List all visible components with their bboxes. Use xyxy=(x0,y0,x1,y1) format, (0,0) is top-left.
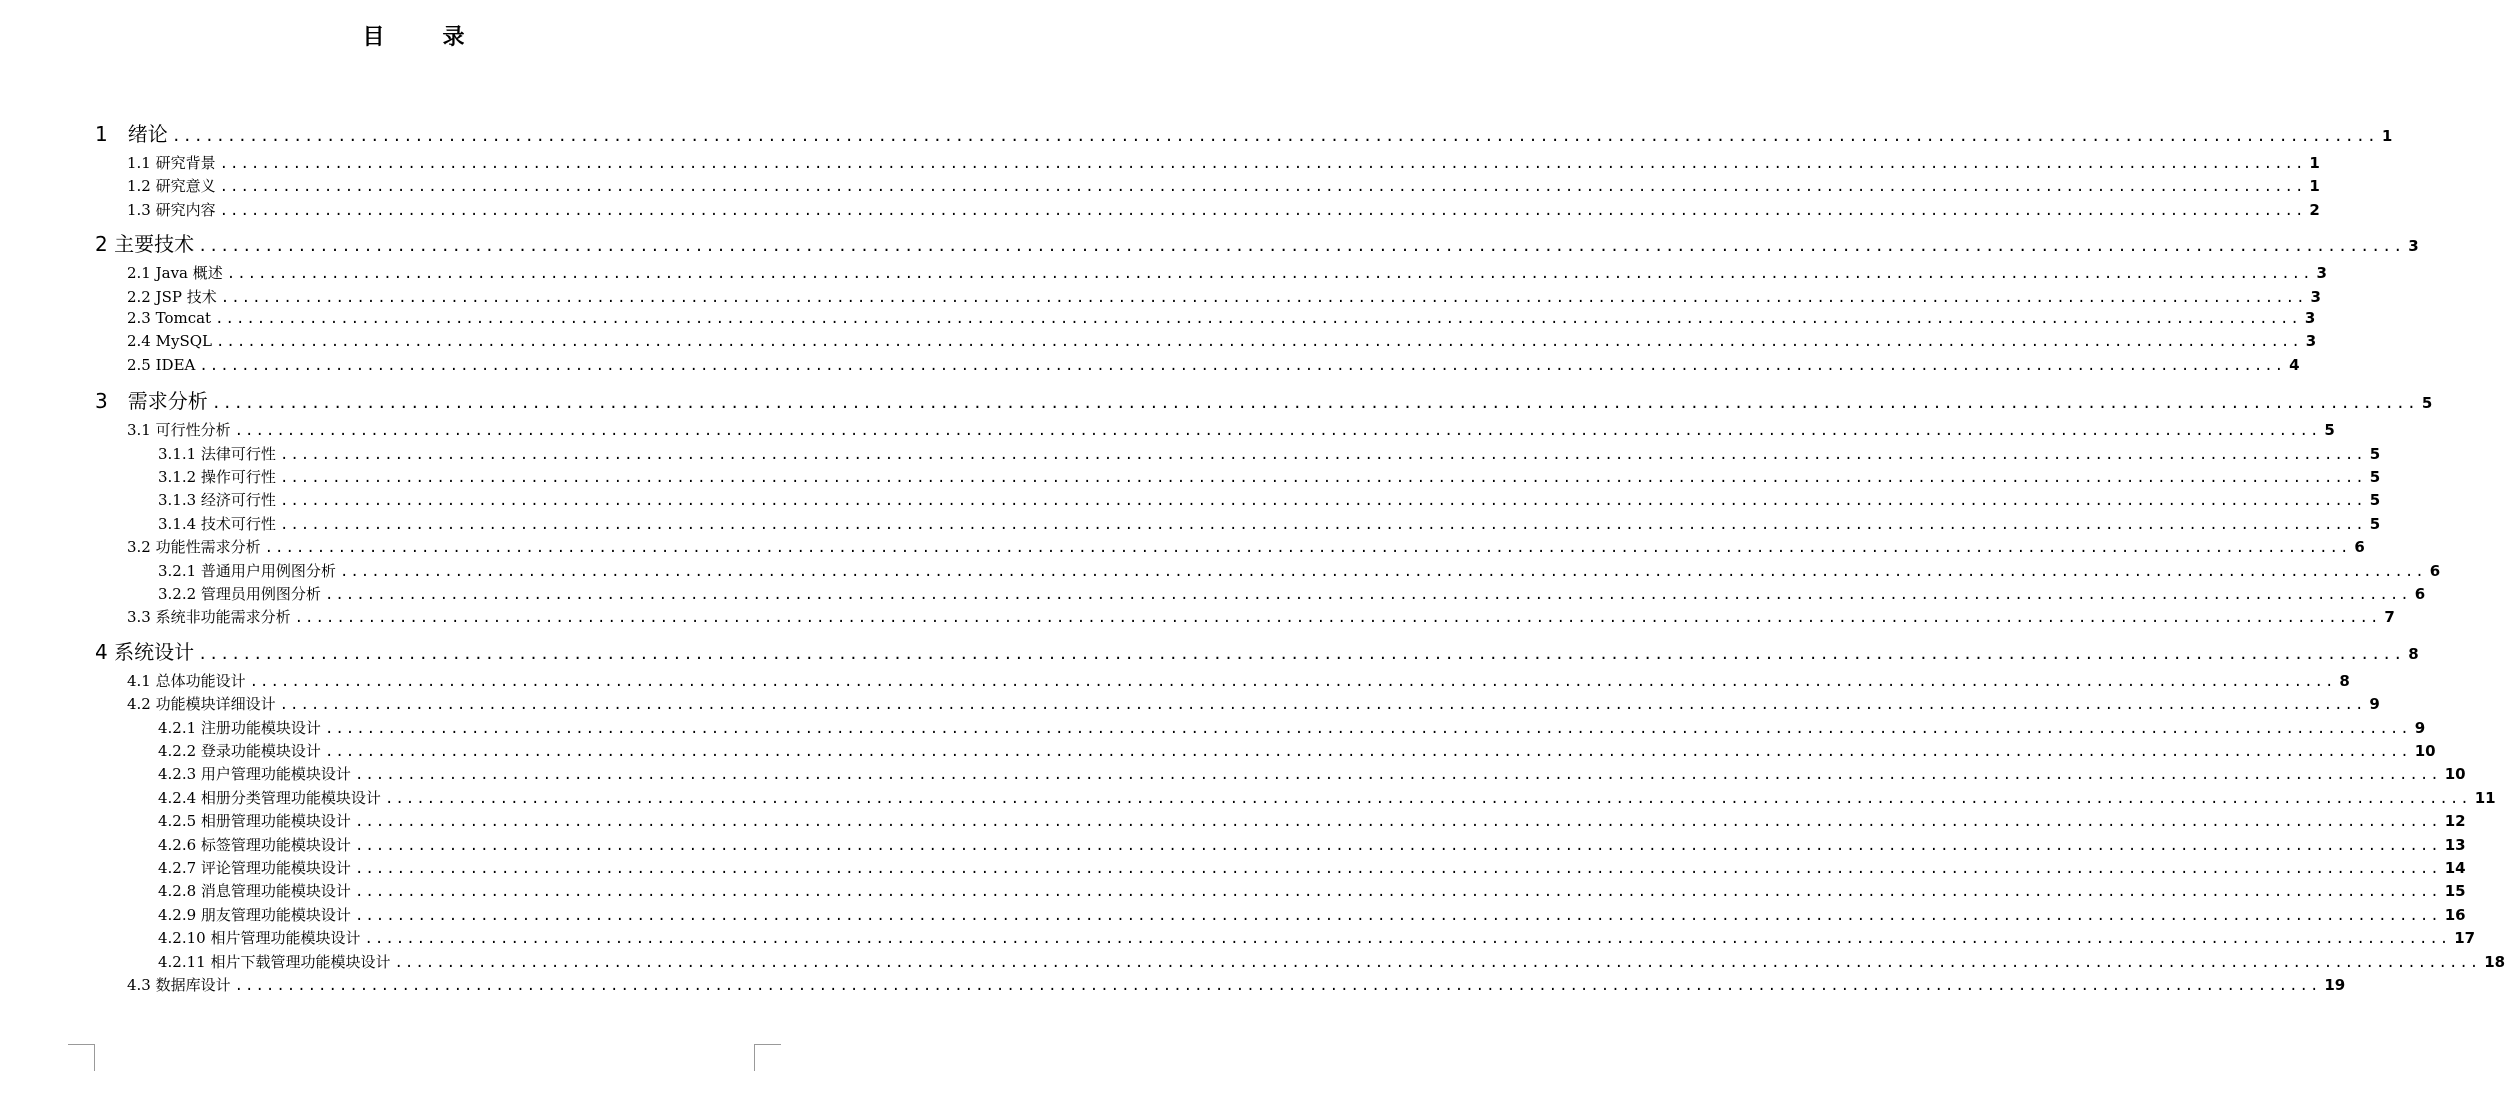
toc-leader-dots: ........................................................................................................................................................................................................ xyxy=(198,237,2405,256)
toc-entry-label: 2.5 IDEA xyxy=(127,355,196,374)
toc-entry-page: 19 xyxy=(2324,976,2346,994)
toc-leader-dots: ........................................................................................................................................................................................................ xyxy=(294,610,2381,627)
toc-entry-label: 4.2 功能模块详细设计 xyxy=(127,695,276,714)
toc-leader-dots: ........................................................................................................................................................................................................ xyxy=(279,446,2366,463)
toc-leader-dots: ........................................................................................................................................................................................................ xyxy=(394,954,2481,971)
toc-entry-level-3[interactable] xyxy=(158,904,2466,925)
toc-entry-label: 4.2.7 评论管理功能模块设计 xyxy=(158,859,351,877)
toc-entry-level-2[interactable] xyxy=(127,152,2320,173)
toc-leader-dots: ........................................................................................................................................................................................................ xyxy=(279,493,2366,510)
toc-entry-label: 2.2 JSP 技术 xyxy=(127,287,217,306)
toc-leader-dots: ........................................................................................................................................................................................................ xyxy=(234,978,2321,994)
toc-leader-dots: ........................................................................................................................................................................................................ xyxy=(226,266,2313,283)
toc-entry-page: 1 xyxy=(2309,154,2320,172)
toc-leader-dots: ........................................................................................................................................................................................................ xyxy=(364,931,2451,948)
toc-leader-dots: ........................................................................................................................................................................................................ xyxy=(171,127,2378,145)
toc-leader-dots: ........................................................................................................................................................................................................ xyxy=(354,767,2441,784)
toc-entry-page: 9 xyxy=(2414,718,2426,737)
toc-entry-page: 8 xyxy=(2408,644,2419,663)
toc-leader-dots: ........................................................................................................................................................................................................ xyxy=(198,644,2405,663)
toc-leader-dots: ........................................................................................................................................................................................................ xyxy=(324,720,2411,737)
toc-title: 目 录 xyxy=(362,25,483,50)
toc-entry-page: 6 xyxy=(2429,561,2441,580)
toc-entry-label: 1.3 研究内容 xyxy=(127,200,216,219)
toc-leader-dots: ........................................................................................................................................................................................................ xyxy=(211,394,2418,413)
toc-entry-level-1[interactable] xyxy=(95,118,2393,147)
toc-entry-level-3[interactable] xyxy=(158,466,2381,487)
toc-entry-page: 3 xyxy=(2408,237,2419,256)
toc-entry-page: 3 xyxy=(2310,287,2321,306)
page-corner-mark-right xyxy=(754,1044,781,1071)
toc-leader-dots: ........................................................................................................................................................................................................ xyxy=(234,423,2321,440)
toc-entry-page: 5 xyxy=(2369,514,2381,533)
toc-leader-dots: ........................................................................................................................................................................................................ xyxy=(339,563,2426,580)
toc-leader-dots: ........................................................................................................................................................................................................ xyxy=(354,884,2441,901)
toc-entry-label: 2.1 Java 概述 xyxy=(127,264,223,283)
toc-entry-label: 2 主要技术 xyxy=(95,232,195,257)
toc-entry-label: 4.2.6 标签管理功能模块设计 xyxy=(158,835,351,854)
toc-entry-page: 5 xyxy=(2369,468,2381,486)
toc-entry-page: 1 xyxy=(2381,127,2393,145)
toc-leader-dots: ........................................................................................................................................................................................................ xyxy=(354,861,2441,877)
toc-entry-page: 5 xyxy=(2421,394,2433,413)
toc-entry-level-3[interactable] xyxy=(158,834,2466,855)
toc-entry-level-3[interactable] xyxy=(158,740,2436,761)
toc-entry-level-1[interactable] xyxy=(95,385,2433,414)
toc-leader-dots: ........................................................................................................................................................................................................ xyxy=(199,357,2286,374)
toc-entry-page: 14 xyxy=(2444,859,2466,877)
toc-entry-level-2[interactable] xyxy=(127,262,2327,283)
toc-entry-label: 4 系统设计 xyxy=(95,639,195,664)
toc-entry-page: 5 xyxy=(2324,421,2335,440)
toc-entry-level-3[interactable] xyxy=(158,951,2505,972)
toc-entry-level-3[interactable] xyxy=(158,763,2466,784)
toc-leader-dots: ........................................................................................................................................................................................................ xyxy=(216,334,2302,351)
toc-entry-level-2[interactable] xyxy=(127,606,2395,627)
toc-entry-level-2[interactable] xyxy=(127,175,2320,196)
toc-entry-level-3[interactable] xyxy=(158,583,2426,604)
toc-entry-level-3[interactable] xyxy=(158,927,2476,948)
toc-entry-label: 3.1.2 操作可行性 xyxy=(158,468,276,486)
toc-leader-dots: ........................................................................................................................................................................................................ xyxy=(384,790,2471,807)
toc-entry-level-3[interactable] xyxy=(158,513,2381,534)
toc-entry-page: 5 xyxy=(2369,444,2381,463)
toc-entry-page: 6 xyxy=(2354,538,2365,557)
toc-entry-page: 3 xyxy=(2316,264,2327,283)
toc-entry-label: 1 绪论 xyxy=(95,122,168,146)
toc-entry-level-2[interactable] xyxy=(127,974,2346,995)
toc-entry-page: 3 xyxy=(2304,309,2316,327)
toc-entry-label: 3.1.1 法律可行性 xyxy=(158,444,276,463)
toc-entry-page: 2 xyxy=(2309,200,2320,219)
toc-entry-label: 1.2 研究意义 xyxy=(127,177,216,196)
toc-entry-level-2[interactable] xyxy=(127,670,2350,691)
toc-entry-label: 1.1 研究背景 xyxy=(127,154,216,172)
toc-entry-level-3[interactable] xyxy=(158,787,2496,808)
toc-entry-page: 1 xyxy=(2309,177,2320,196)
toc-leader-dots: ........................................................................................................................................................................................................ xyxy=(354,814,2441,831)
toc-entry-level-3[interactable] xyxy=(158,443,2381,464)
page-corner-mark-left xyxy=(68,1044,95,1071)
toc-entry-label: 3 需求分析 xyxy=(95,389,208,414)
toc-entry-page: 5 xyxy=(2369,491,2381,510)
toc-entry-page: 7 xyxy=(2384,608,2395,627)
toc-entry-label: 4.2.8 消息管理功能模块设计 xyxy=(158,882,351,901)
toc-entry-label: 4.2.4 相册分类管理功能模块设计 xyxy=(158,788,381,807)
toc-entry-page: 13 xyxy=(2444,835,2466,854)
toc-entry-page: 10 xyxy=(2414,742,2436,760)
toc-leader-dots: ........................................................................................................................................................................................................ xyxy=(354,907,2441,924)
toc-leader-dots: ........................................................................................................................................................................................................ xyxy=(354,837,2441,854)
toc-entry-level-2[interactable] xyxy=(127,419,2335,440)
toc-entry-page: 3 xyxy=(2305,332,2317,351)
toc-entry-label: 3.2.2 管理员用例图分析 xyxy=(158,585,321,603)
toc-entry-label: 4.2.10 相片管理功能模块设计 xyxy=(158,929,361,948)
toc-entry-level-3[interactable] xyxy=(158,489,2381,510)
toc-entry-label: 3.1 可行性分析 xyxy=(127,421,231,440)
toc-entry-label: 4.2.11 相片下载管理功能模块设计 xyxy=(158,952,391,971)
toc-entry-level-2[interactable] xyxy=(127,693,2380,714)
toc-entry-page: 15 xyxy=(2444,882,2466,901)
toc-leader-dots: ........................................................................................................................................................................................................ xyxy=(324,587,2411,603)
toc-entry-level-2[interactable] xyxy=(127,286,2321,307)
toc-entry-label: 4.2.5 相册管理功能模块设计 xyxy=(158,812,351,831)
toc-entry-page: 6 xyxy=(2414,585,2426,603)
toc-entry-label: 3.1.3 经济可行性 xyxy=(158,491,276,510)
toc-leader-dots: ........................................................................................................................................................................................................ xyxy=(219,156,2306,172)
toc-entry-label: 4.2.3 用户管理功能模块设计 xyxy=(158,765,351,784)
toc-leader-dots: ........................................................................................................................................................................................................ xyxy=(324,744,2411,760)
toc-entry-label: 3.3 系统非功能需求分析 xyxy=(127,608,291,627)
toc-entry-page: 17 xyxy=(2454,929,2476,948)
toc-leader-dots: ........................................................................................................................................................................................................ xyxy=(215,311,2301,327)
toc-entry-level-1[interactable] xyxy=(95,636,2419,665)
toc-entry-page: 11 xyxy=(2474,788,2496,807)
toc-leader-dots: ........................................................................................................................................................................................................ xyxy=(219,179,2306,196)
toc-leader-dots: ........................................................................................................................................................................................................ xyxy=(279,470,2366,486)
toc-entry-level-2[interactable] xyxy=(127,355,2300,374)
toc-leader-dots: ........................................................................................................................................................................................................ xyxy=(249,673,2336,690)
toc-leader-dots: ........................................................................................................................................................................................................ xyxy=(264,540,2351,557)
toc-entry-label: 2.4 MySQL xyxy=(127,332,212,351)
toc-entry-label: 3.2.1 普通用户用例图分析 xyxy=(158,561,336,580)
toc-entry-label: 2.3 Tomcat xyxy=(127,309,212,327)
toc-entry-level-3[interactable] xyxy=(158,810,2466,831)
toc-entry-level-3[interactable] xyxy=(158,717,2426,738)
toc-entry-level-2[interactable] xyxy=(127,309,2316,327)
toc-entry-label: 4.3 数据库设计 xyxy=(127,976,231,994)
toc-entry-level-2[interactable] xyxy=(127,332,2317,351)
toc-entry-page: 18 xyxy=(2484,952,2505,971)
toc-entry-level-3[interactable] xyxy=(158,880,2466,901)
toc-leader-dots: ........................................................................................................................................................................................................ xyxy=(219,202,2306,219)
toc-entry-page: 8 xyxy=(2339,671,2350,690)
toc-entry-label: 4.2.2 登录功能模块设计 xyxy=(158,742,321,760)
toc-entry-level-3[interactable] xyxy=(158,560,2441,581)
toc-entry-page: 4 xyxy=(2289,355,2300,374)
toc-entry-label: 4.2.1 注册功能模块设计 xyxy=(158,718,321,737)
toc-entry-level-2[interactable] xyxy=(127,199,2320,220)
toc-leader-dots: ........................................................................................................................................................................................................ xyxy=(220,289,2307,306)
toc-entry-page: 9 xyxy=(2369,695,2380,714)
toc-entry-level-2[interactable] xyxy=(127,536,2365,557)
toc-entry-page: 10 xyxy=(2444,765,2466,784)
toc-entry-level-3[interactable] xyxy=(158,857,2466,878)
toc-entry-page: 16 xyxy=(2444,905,2466,924)
toc-leader-dots: ........................................................................................................................................................................................................ xyxy=(279,516,2366,533)
toc-entry-page: 12 xyxy=(2444,812,2466,831)
toc-entry-label: 4.2.9 朋友管理功能模块设计 xyxy=(158,905,351,924)
toc-leader-dots: ........................................................................................................................................................................................................ xyxy=(279,697,2366,714)
toc-entry-level-1[interactable] xyxy=(95,228,2419,257)
toc-entry-label: 3.1.4 技术可行性 xyxy=(158,514,276,533)
toc-entry-label: 3.2 功能性需求分析 xyxy=(127,538,261,557)
toc-entry-label: 4.1 总体功能设计 xyxy=(127,671,246,690)
